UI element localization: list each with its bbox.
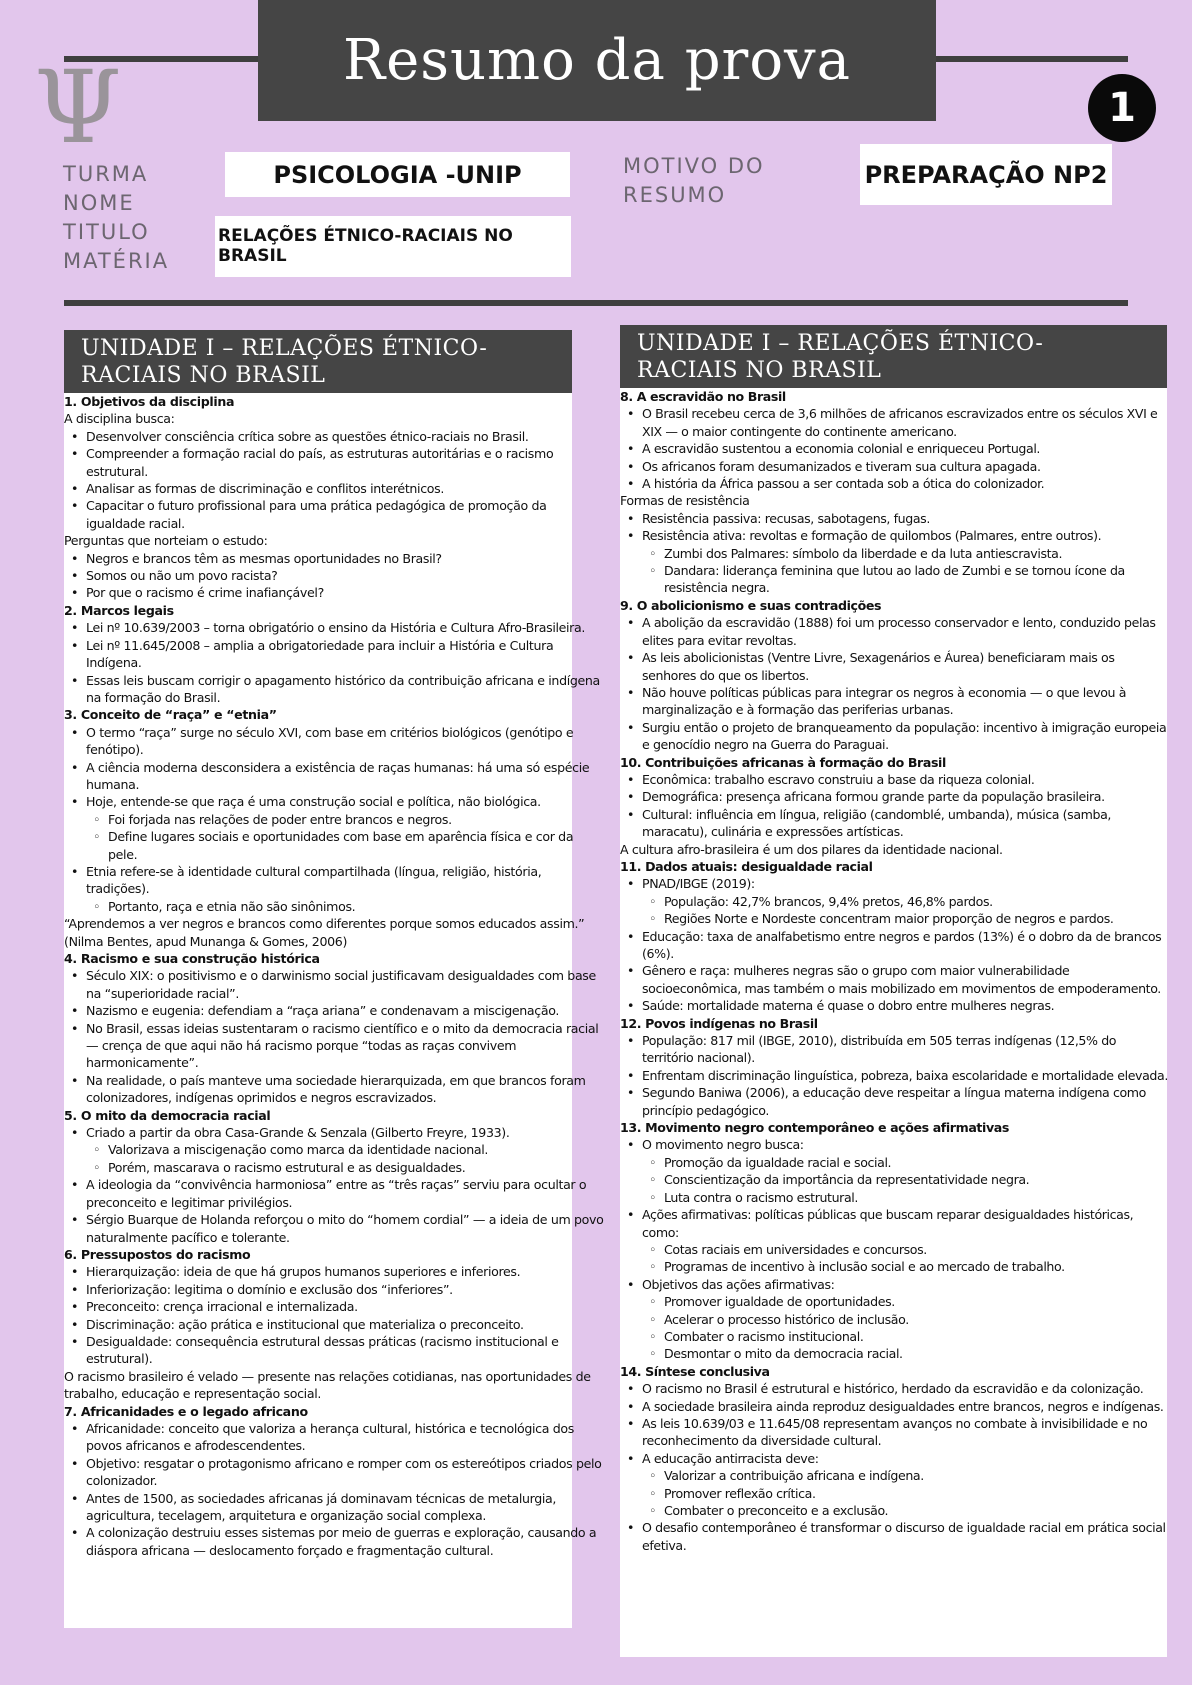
list-item: • O racismo no Brasil é estrutural e histórico, herdado da escravidão e da colonização. xyxy=(620,1380,1170,1397)
list-item: • Etnia refere-se à identidade cultural compartilhada (língua, religião, história, tradições). xyxy=(64,863,604,898)
list-item: • Essas leis buscam corrigir o apagamento histórico da contribuição africana e indígena na formação do Brasil. xyxy=(64,672,604,707)
sub-list-item: ◦ Promover reflexão crítica. xyxy=(620,1485,1170,1502)
list-item: • Discriminação: ação prática e institucional que materializa o preconceito. xyxy=(64,1316,604,1333)
sub-list-item: ◦ Acelerar o processo histórico de inclusão. xyxy=(620,1311,1170,1328)
list-item: • A abolição da escravidão (1888) foi um processo conservador e lento, conduzido pelas elites para evitar revoltas. xyxy=(620,614,1170,649)
list-item: • Compreender a formação racial do país, as estruturas autoritárias e o racismo estrutural. xyxy=(64,445,604,480)
right-column xyxy=(620,325,1167,1657)
right-column-body xyxy=(620,388,1170,1554)
list-item: • Analisar as formas de discriminação e conflitos interétnicos. xyxy=(64,480,604,497)
label-motivo-line2: RESUMO xyxy=(623,183,727,207)
sub-list-item: ◦ Regiões Norte e Nordeste concentram maior proporção de negros e pardos. xyxy=(620,910,1170,927)
bullet-list xyxy=(620,1380,1170,1554)
paragraph: “Aprendemos a ver negros e brancos como diferentes porque somos educados assim.” xyxy=(64,916,585,932)
list-item: • Os africanos foram desumanizados e tiveram sua cultura apagada. xyxy=(620,458,1170,475)
list-item: • Econômica: trabalho escravo construiu a base da riqueza colonial. xyxy=(620,771,1170,788)
list-item: • Gênero e raça: mulheres negras são o grupo com maior vulnerabilidade socioeconômica, mas também o mais mobilizado em movimentos de empoderamento. xyxy=(620,962,1170,997)
list-item: • Inferiorização: legitima o domínio e exclusão dos “inferiores”. xyxy=(64,1281,604,1298)
left-heading-line1: UNIDADE I – RELAÇÕES ÉTNICO- xyxy=(81,336,488,361)
left-column-heading xyxy=(64,330,572,393)
section-heading: 12. Povos indígenas no Brasil xyxy=(620,1015,818,1031)
bullet-list xyxy=(620,614,1170,753)
section-heading: 13. Movimento negro contemporâneo e ações afirmativas xyxy=(620,1120,1009,1136)
paragraph: A cultura afro-brasileira é um dos pilares da identidade nacional. xyxy=(620,841,1003,857)
bullet-list xyxy=(64,619,604,706)
list-item: • A escravidão sustentou a economia colonial e enriqueceu Portugal. xyxy=(620,440,1170,457)
list-item: • Não houve políticas públicas para integrar os negros à economia — o que levou à marginalização e à formação das periferias urbanas. xyxy=(620,684,1170,719)
section-heading: 4. Racismo e sua construção histórica xyxy=(64,951,320,966)
section-heading: 11. Dados atuais: desigualdade racial xyxy=(620,858,873,874)
list-item: • Resistência passiva: recusas, sabotagens, fugas. xyxy=(620,510,1170,527)
list-item: • Saúde: mortalidade materna é quase o dobro entre mulheres negras. xyxy=(620,997,1170,1014)
list-item: • As leis abolicionistas (Ventre Livre, Sexagenários e Áurea) beneficiaram mais os senhores do que os libertos. xyxy=(620,649,1170,684)
list-item: • O Brasil recebeu cerca de 3,6 milhões de africanos escravizados entre os séculos XVI e XIX — o maior contingente do continente americano. xyxy=(620,405,1170,440)
list-item: • Sérgio Buarque de Holanda reforçou o mito do “homem cordial” — a ideia de um povo naturalmente pacífico e tolerante. xyxy=(64,1211,604,1246)
list-item: • Hoje, entende-se que raça é uma construção social e política, não biológica. xyxy=(64,793,604,810)
list-item: • A história da África passou a ser contada sob a ótica do colonizador. xyxy=(620,475,1170,492)
list-item: • Objetivos das ações afirmativas: xyxy=(620,1276,1170,1293)
list-item: • No Brasil, essas ideias sustentaram o racismo científico e o mito da democracia racial — crença de que aqui não há racismo porque “todas as raças convivem harmonicamente”. xyxy=(64,1020,604,1072)
sub-list-item: ◦ Conscientização da importância da representatividade negra. xyxy=(620,1171,1170,1188)
bullet-list xyxy=(620,1136,1170,1362)
paragraph: O racismo brasileiro é velado — presente nas relações cotidianas, nas oportunidades de trabalho, educação e representação social. xyxy=(64,1368,591,1402)
list-item: • Hierarquização: ideia de que há grupos humanos superiores e inferiores. xyxy=(64,1263,604,1280)
left-column-body xyxy=(64,393,604,1559)
list-item: • Nazismo e eugenia: defendiam a “raça ariana” e condenavam a miscigenação. xyxy=(64,1002,604,1019)
section-heading: 5. O mito da democracia racial xyxy=(64,1107,271,1123)
page-title: Resumo da prova xyxy=(342,28,852,93)
sub-list-item: ◦ Valorizava a miscigenação como marca da identidade nacional. xyxy=(64,1141,604,1158)
list-item: • A ciência moderna desconsidera a existência de raças humanas: há uma só espécie humana. xyxy=(64,759,604,794)
sub-list-item: ◦ Porém, mascarava o racismo estrutural e as desigualdades. xyxy=(64,1159,604,1176)
list-item: • Lei nº 10.639/2003 – torna obrigatório o ensino da História e Cultura Afro-Brasileira. xyxy=(64,619,604,636)
section-heading: 1. Objetivos da disciplina xyxy=(64,394,235,409)
bullet-list xyxy=(620,771,1170,841)
page-number-badge: 1 xyxy=(1088,74,1156,142)
bullet-list xyxy=(64,1124,604,1246)
section-heading: 9. O abolicionismo e suas contradições xyxy=(620,597,882,613)
right-heading-line1: UNIDADE I – RELAÇÕES ÉTNICO- xyxy=(637,331,1044,356)
list-item: • Ações afirmativas: políticas públicas que buscam reparar desigualdades históricas, como: xyxy=(620,1206,1170,1241)
paragraph: (Nilma Bentes, apud Munanga & Gomes, 2006) xyxy=(64,933,348,949)
bullet-list xyxy=(620,510,1170,597)
list-item: • A colonização destruiu esses sistemas por meio de guerras e exploração, causando a diáspora africana — deslocamento forçado e fragmentação cultural. xyxy=(64,1524,604,1559)
list-item: • Preconceito: crença irracional e internalizada. xyxy=(64,1298,604,1315)
psi-logo-icon: Ψ xyxy=(34,49,122,166)
sub-list-item: ◦ Dandara: liderança feminina que lutou ao lado de Zumbi e se tornou ícone da resistência negra. xyxy=(620,562,1170,597)
bullet-list xyxy=(64,1420,604,1559)
titulo-value-box: RELAÇÕES ÉTNICO-RACIAIS NO BRASIL xyxy=(215,216,571,277)
section-heading: 14. Síntese conclusiva xyxy=(620,1363,770,1379)
list-item: • Século XIX: o positivismo e o darwinismo social justificavam desigualdades com base na “superioridade racial”. xyxy=(64,967,604,1002)
sub-list-item: ◦ Zumbi dos Palmares: símbolo da liberdade e da luta antiescravista. xyxy=(620,545,1170,562)
bullet-list xyxy=(620,1032,1170,1119)
list-item: • Por que o racismo é crime inafiançável? xyxy=(64,584,604,601)
list-item: • Desigualdade: consequência estrutural dessas práticas (racismo institucional e estrutural). xyxy=(64,1333,604,1368)
motivo-value-box: PREPARAÇÃO NP2 xyxy=(860,144,1112,205)
sub-list-item: ◦ Cotas raciais em universidades e concursos. xyxy=(620,1241,1170,1258)
list-item: • O movimento negro busca: xyxy=(620,1136,1170,1153)
title-banner xyxy=(258,0,936,121)
sub-list-item: ◦ Combater o racismo institucional. xyxy=(620,1328,1170,1345)
list-item: • Lei nº 11.645/2008 – amplia a obrigatoriedade para incluir a História e Cultura Indígena. xyxy=(64,637,604,672)
label-nome: NOME xyxy=(63,191,135,215)
sub-list-item: ◦ Valorizar a contribuição africana e indígena. xyxy=(620,1467,1170,1484)
right-column-heading xyxy=(620,325,1167,388)
sub-list-item: ◦ População: 42,7% brancos, 9,4% pretos, 46,8% pardos. xyxy=(620,893,1170,910)
meta-labels-right xyxy=(623,152,765,210)
bullet-list xyxy=(64,1263,604,1367)
section-heading: 6. Pressupostos do racismo xyxy=(64,1246,251,1262)
bullet-list xyxy=(620,405,1170,492)
list-item: • Enfrentam discriminação linguística, pobreza, baixa escolaridade e mortalidade elevada. xyxy=(620,1067,1170,1084)
turma-value-box: PSICOLOGIA -UNIP xyxy=(225,152,570,197)
list-item: • Na realidade, o país manteve uma sociedade hierarquizada, em que brancos foram colonizadores, indígenas oprimidos e negros escravizados. xyxy=(64,1072,604,1107)
section-heading: 3. Conceito de “raça” e “etnia” xyxy=(64,707,277,723)
label-materia: MATÉRIA xyxy=(63,249,170,273)
list-item: • A educação antirracista deve: xyxy=(620,1450,1170,1467)
list-item: • O desafio contemporâneo é transformar o discurso de igualdade racial em prática social efetiva. xyxy=(620,1519,1170,1554)
label-turma: TURMA xyxy=(63,162,149,186)
section-heading: 2. Marcos legais xyxy=(64,602,174,618)
left-column xyxy=(64,330,604,1628)
section-heading: 7. Africanidades e o legado africano xyxy=(64,1403,308,1419)
list-item: • Cultural: influência em língua, religião (candomblé, umbanda), música (samba, maracatu), culinária e expressões artísticas. xyxy=(620,806,1170,841)
list-item: • Criado a partir da obra Casa-Grande & Senzala (Gilberto Freyre, 1933). xyxy=(64,1124,604,1141)
list-item: • Negros e brancos têm as mesmas oportunidades no Brasil? xyxy=(64,550,604,567)
paragraph: Formas de resistência xyxy=(620,493,750,509)
list-item: • Educação: taxa de analfabetismo entre negros e pardos (13%) é o dobro da de brancos (6%). xyxy=(620,928,1170,963)
sub-list-item: ◦ Promoção da igualdade racial e social. xyxy=(620,1154,1170,1171)
list-item: • Resistência ativa: revoltas e formação de quilombos (Palmares, entre outros). xyxy=(620,527,1170,544)
left-heading-line2: RACIAIS NO BRASIL xyxy=(81,363,326,388)
bullet-list xyxy=(64,550,604,602)
label-motivo-line1: MOTIVO DO xyxy=(623,154,765,178)
list-item: • Objetivo: resgatar o protagonismo africano e romper com os estereótipos criados pelo colonizador. xyxy=(64,1455,604,1490)
header-rule-bottom xyxy=(64,300,1128,306)
paragraph: A disciplina busca: xyxy=(64,411,175,427)
list-item: • O termo “raça” surge no século XVI, com base em critérios biológicos (genótipo e fenótipo). xyxy=(64,724,604,759)
bullet-list xyxy=(64,428,604,532)
list-item: • População: 817 mil (IBGE, 2010), distribuída em 505 terras indígenas (12,5% do território nacional). xyxy=(620,1032,1170,1067)
list-item: • Surgiu então o projeto de branqueamento da população: incentivo à imigração europeia e genocídio negro na Guerra do Paraguai. xyxy=(620,719,1170,754)
section-heading: 10. Contribuições africanas à formação do Brasil xyxy=(620,754,946,770)
list-item: • A sociedade brasileira ainda reproduz desigualdades entre brancos, negros e indígenas. xyxy=(620,1398,1170,1415)
list-item: • As leis 10.639/03 e 11.645/08 representam avanços no combate à invisibilidade e no reconhecimento da diversidade cultural. xyxy=(620,1415,1170,1450)
sub-list-item: ◦ Promover igualdade de oportunidades. xyxy=(620,1293,1170,1310)
sub-list-item: ◦ Foi forjada nas relações de poder entre brancos e negros. xyxy=(64,811,604,828)
bullet-list xyxy=(64,724,604,915)
list-item: • Segundo Baniwa (2006), a educação deve respeitar a língua materna indígena como princípio pedagógico. xyxy=(620,1084,1170,1119)
list-item: • Demográfica: presença africana formou grande parte da população brasileira. xyxy=(620,788,1170,805)
label-titulo: TITULO xyxy=(63,220,150,244)
sub-list-item: ◦ Define lugares sociais e oportunidades com base em aparência física e cor da pele. xyxy=(64,828,604,863)
sub-list-item: ◦ Luta contra o racismo estrutural. xyxy=(620,1189,1170,1206)
meta-labels-left xyxy=(63,160,169,276)
list-item: • Antes de 1500, as sociedades africanas já dominavam técnicas de metalurgia, agricultura, tecelagem, arquitetura e organização social complexa. xyxy=(64,1490,604,1525)
bullet-list xyxy=(64,967,604,1106)
sub-list-item: ◦ Combater o preconceito e a exclusão. xyxy=(620,1502,1170,1519)
list-item: • Africanidade: conceito que valoriza a herança cultural, histórica e tecnológica dos povos africanos e afrodescendentes. xyxy=(64,1420,604,1455)
list-item: • A ideologia da “convivência harmoniosa” entre as “três raças” serviu para ocultar o preconceito e legitimar privilégios. xyxy=(64,1176,604,1211)
list-item: • Capacitar o futuro profissional para uma prática pedagógica de promoção da igualdade racial. xyxy=(64,497,604,532)
paragraph: Perguntas que norteiam o estudo: xyxy=(64,533,268,549)
bullet-list xyxy=(620,875,1170,1014)
sub-list-item: ◦ Programas de incentivo à inclusão social e ao mercado de trabalho. xyxy=(620,1258,1170,1275)
right-heading-line2: RACIAIS NO BRASIL xyxy=(637,358,882,383)
sub-list-item: ◦ Desmontar o mito da democracia racial. xyxy=(620,1345,1170,1362)
list-item: • Desenvolver consciência crítica sobre as questões étnico-raciais no Brasil. xyxy=(64,428,604,445)
list-item: • Somos ou não um povo racista? xyxy=(64,567,604,584)
sub-list-item: ◦ Portanto, raça e etnia não são sinônimos. xyxy=(64,898,604,915)
list-item: • PNAD/IBGE (2019): xyxy=(620,875,1170,892)
section-heading: 8. A escravidão no Brasil xyxy=(620,389,786,404)
